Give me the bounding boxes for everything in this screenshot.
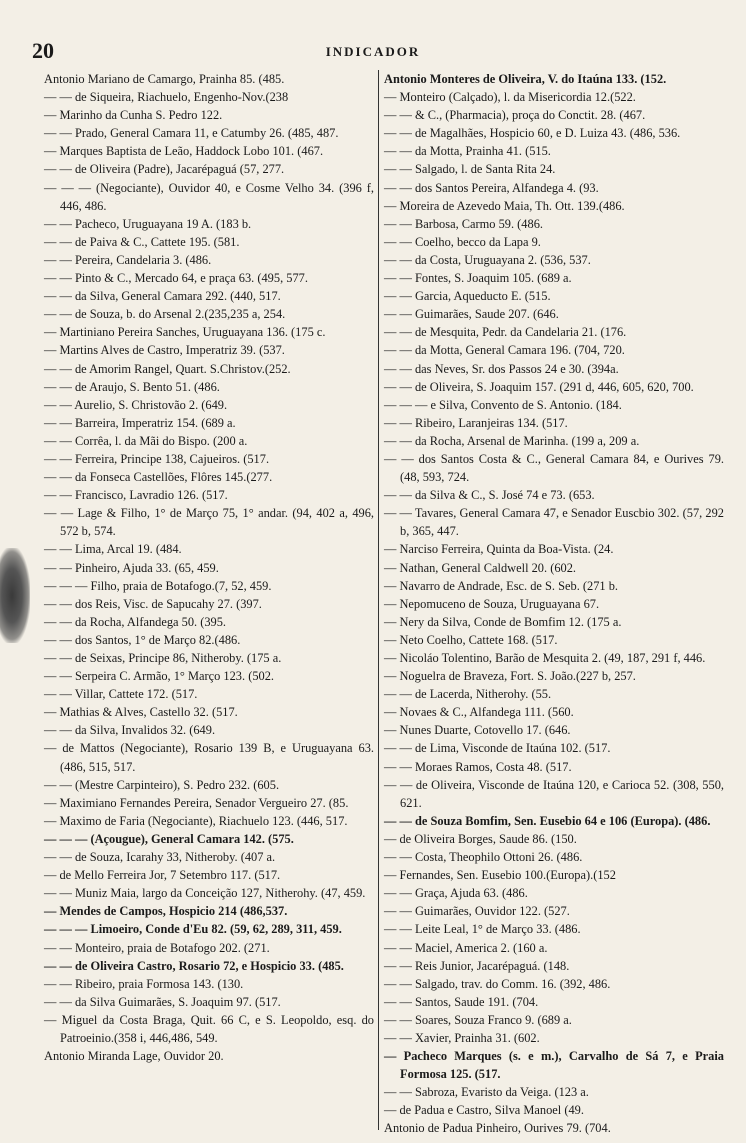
- directory-entry: — — dos Reis, Visc. de Sapucahy 27. (397.: [44, 596, 262, 611]
- directory-entry: — Nery da Silva, Conde de Bomfim 12. (175 a.: [384, 614, 622, 629]
- directory-entry: — Mendes de Campos, Hospicio 214 (486,537.: [44, 904, 288, 919]
- directory-entry: — — Serpeira C. Armão, 1° Março 123. (502.: [44, 669, 275, 684]
- directory-entry: — Mathias & Alves, Castello 32. (517.: [44, 705, 238, 720]
- directory-entry: — — Aurelio, S. Christovão 2. (649.: [44, 397, 228, 412]
- directory-entry: — — de Mesquita, Pedr. da Candelaria 21. (176.: [384, 325, 627, 340]
- directory-entry: — — (Mestre Carpinteiro), S. Pedro 232. (605.: [44, 777, 280, 792]
- directory-entry: — — da Silva, Invalidos 32. (649.: [44, 723, 216, 738]
- directory-entry: — — de Magalhães, Hospicio 60, e D. Luiza 43. (486, 536.: [384, 126, 681, 141]
- directory-entry: — Moreira de Azevedo Maia, Th. Ott. 139.(486.: [384, 198, 625, 213]
- directory-entry: — — da Rocha, Arsenal de Marinha. (199 a, 209 a.: [384, 433, 640, 448]
- directory-entry: — de Oliveira Borges, Saude 86. (150.: [384, 831, 577, 846]
- directory-entry: — — de Siqueira, Riachuelo, Engenho-Nov.(238: [44, 90, 289, 105]
- directory-entry: — — de Souza, b. do Arsenal 2.(235,235 a, 254.: [44, 307, 286, 322]
- directory-entry: — — Salgado, l. de Santa Rita 24.: [384, 162, 556, 177]
- directory-entry: — — Costa, Theophilo Ottoni 26. (486.: [384, 850, 583, 865]
- directory-entry: — — de Araujo, S. Bento 51. (486.: [44, 379, 220, 394]
- directory-entry: — Nunes Duarte, Cotovello 17. (646.: [384, 723, 571, 738]
- directory-entry: — — da Motta, Prainha 41. (515.: [384, 144, 551, 159]
- directory-entry: — — Graça, Ajuda 63. (486.: [384, 886, 528, 901]
- ink-blot: [0, 548, 30, 643]
- directory-entry: — — Pinto & C., Mercado 64, e praça 63. (495, 577.: [44, 271, 308, 286]
- right-column: [384, 70, 724, 1138]
- directory-entry: — — de Paiva & C., Cattete 195. (581.: [44, 234, 240, 249]
- directory-entry: — Narciso Ferreira, Quinta da Boa-Vista. (24.: [384, 542, 614, 557]
- directory-entry: — — — (Açougue), General Camara 142. (575.: [44, 831, 294, 846]
- directory-entry: — — da Costa, Uruguayana 2. (536, 537.: [384, 252, 591, 267]
- page-header: [30, 38, 716, 62]
- directory-entry: — — Ribeiro, praia Formosa 143. (130.: [44, 976, 244, 991]
- directory-entry: — Pacheco Marques (s. e m.), Carvalho de Sá 7, e Praia Formosa 125. (517.: [384, 1049, 724, 1082]
- column-divider: [378, 70, 379, 1130]
- directory-entry: Antonio de Padua Pinheiro, Ourives 79. (704.: [384, 1121, 611, 1136]
- directory-entry: — — Ferreira, Principe 138, Cajueiros. (517.: [44, 451, 270, 466]
- directory-entry: — — Leite Leal, 1° de Março 33. (486.: [384, 922, 581, 937]
- directory-entry: — — Ribeiro, Laranjeiras 134. (517.: [384, 415, 568, 430]
- directory-entry: — — de Souza, Icarahy 33, Nitheroby. (407 a.: [44, 850, 276, 865]
- directory-entry: — Maximo de Faria (Negociante), Riachuelo 123. (446, 517.: [44, 813, 348, 828]
- directory-entry: — — Barbosa, Carmo 59. (486.: [384, 216, 543, 231]
- left-column: [44, 70, 374, 1065]
- directory-entry: — — de Lacerda, Nitherohy. (55.: [384, 687, 552, 702]
- directory-entry: Antonio Miranda Lage, Ouvidor 20.: [44, 1049, 224, 1064]
- directory-entry: — — — (Negociante), Ouvidor 40, e Cosme Velho 34. (396 f, 446, 486.: [44, 180, 374, 213]
- directory-entry: — de Mello Ferreira Jor, 7 Setembro 117. (517.: [44, 868, 281, 883]
- directory-entry: — Maximiano Fernandes Pereira, Senador Vergueiro 27. (85.: [44, 795, 349, 810]
- directory-entry: — Marinho da Cunha S. Pedro 122.: [44, 108, 223, 123]
- directory-entry: — — Coelho, becco da Lapa 9.: [384, 234, 541, 249]
- directory-entry: — Novaes & C., Alfandega 111. (560.: [384, 705, 574, 720]
- directory-entry: — — de Lima, Visconde de Itaúna 102. (517.: [384, 741, 611, 756]
- directory-entry: — — Soares, Souza Franco 9. (689 a.: [384, 1012, 572, 1027]
- directory-entry: — Martiniano Pereira Sanches, Uruguayana 136. (175 c.: [44, 325, 326, 340]
- directory-entry: — Miguel da Costa Braga, Quit. 66 C, e S. Leopoldo, esq. do Patroeinio.(358 i, 446,486, 549.: [44, 1012, 374, 1045]
- directory-entry: — Nepomuceno de Souza, Uruguayana 67.: [384, 596, 600, 611]
- directory-entry: — — da Fonseca Castellões, Flôres 145.(277.: [44, 470, 273, 485]
- running-title: INDICADOR: [325, 44, 421, 59]
- directory-entry: — — Reis Junior, Jacarépaguá. (148.: [384, 958, 570, 973]
- directory-entry: — — Barreira, Imperatriz 154. (689 a.: [44, 415, 236, 430]
- directory-entry: Antonio Monteres de Oliveira, V. do Itaúna 133. (152.: [384, 72, 667, 86]
- directory-entry: — Nathan, General Caldwell 20. (602.: [384, 560, 577, 575]
- directory-entry: — — Monteiro, praia de Botafogo 202. (271.: [44, 940, 270, 955]
- directory-entry: Antonio Mariano de Camargo, Prainha 85. (485.: [44, 72, 285, 86]
- directory-entry: — — Tavares, General Camara 47, e Senador Euscbio 302. (57, 292 b, 365, 447.: [384, 506, 724, 539]
- directory-entry: — — de Oliveira, Visconde de Itaúna 120, e Carioca 52. (308, 550, 621.: [384, 777, 724, 810]
- directory-entry: — Marques Baptista de Leão, Haddock Lobo 101. (467.: [44, 144, 324, 159]
- directory-entry: — — da Rocha, Alfandega 50. (395.: [44, 614, 227, 629]
- directory-entry: — — Prado, General Camara 11, e Catumby 26. (485, 487.: [44, 126, 339, 141]
- directory-entry: — — da Silva Guimarães, S. Joaquim 97. (517.: [44, 994, 281, 1009]
- directory-entry: — Noguelra de Braveza, Fort. S. João.(227 b, 257.: [384, 669, 636, 684]
- directory-entry: — Monteiro (Calçado), l. da Misericordia 12.(522.: [384, 90, 636, 105]
- directory-entry: — de Padua e Castro, Silva Manoel (49.: [384, 1103, 584, 1118]
- directory-entry: — — de Seixas, Principe 86, Nitheroby. (175 a.: [44, 651, 282, 665]
- directory-entry: — Martins Alves de Castro, Imperatriz 39. (537.: [44, 343, 285, 358]
- directory-entry: — — Garcia, Aqueducto E. (515.: [384, 289, 551, 304]
- directory-entry: — — Xavier, Prainha 31. (602.: [384, 1030, 540, 1045]
- directory-entry: — — de Oliveira (Padre), Jacarépaguá (57, 277.: [44, 162, 285, 177]
- directory-entry: — — Muniz Maia, largo da Conceição 127, Nitherohy. (47, 459.: [44, 886, 366, 901]
- directory-entry: — — Villar, Cattete 172. (517.: [44, 687, 198, 702]
- directory-entry: — — Maciel, America 2. (160 a.: [384, 940, 548, 955]
- directory-entry: — — — e Silva, Convento de S. Antonio. (184.: [384, 397, 622, 412]
- directory-entry: — — Sabroza, Evaristo da Veiga. (123 a.: [384, 1085, 589, 1100]
- directory-entry: — — Fontes, S. Joaquim 105. (689 a.: [384, 271, 572, 286]
- directory-entry: — — Salgado, trav. do Comm. 16. (392, 486.: [384, 976, 611, 991]
- directory-entry: — Neto Coelho, Cattete 168. (517.: [384, 632, 558, 647]
- directory-entry: — — Lage & Filho, 1° de Março 75, 1° andar. (94, 402 a, 496, 572 b, 574.: [44, 506, 374, 539]
- directory-entry: — — Pereira, Candelaria 3. (486.: [44, 252, 212, 267]
- directory-entry: — Fernandes, Sen. Eusebio 100.(Europa).(152: [384, 868, 616, 883]
- directory-entry: — — — Limoeiro, Conde d'Eu 82. (59, 62, 289, 311, 459.: [44, 922, 342, 937]
- directory-entry: — — Francisco, Lavradio 126. (517.: [44, 488, 228, 503]
- directory-entry: — — da Motta, General Camara 196. (704, 720.: [384, 343, 625, 358]
- directory-entry: — — Pinheiro, Ajuda 33. (65, 459.: [44, 560, 219, 575]
- directory-entry: — Nicoláo Tolentino, Barão de Mesquita 2. (49, 187, 291 f, 446.: [384, 651, 706, 665]
- directory-entry: — — dos Santos Pereira, Alfandega 4. (93.: [384, 180, 599, 195]
- directory-entry: — — de Amorim Rangel, Quart. S.Christov.(252.: [44, 361, 291, 376]
- page-number: 20: [32, 38, 54, 63]
- directory-entry: — de Mattos (Negociante), Rosario 139 B, e Uruguayana 63. (486, 515, 517.: [44, 741, 374, 774]
- directory-entry: — — de Souza Bomfim, Sen. Eusebio 64 e 106 (Europa). (486.: [384, 813, 711, 828]
- directory-entry: — — Lima, Arcal 19. (484.: [44, 542, 182, 557]
- directory-entry: — — — Filho, praia de Botafogo.(7, 52, 459.: [44, 578, 272, 593]
- directory-entry: — — de Oliveira Castro, Rosario 72, e Hospicio 33. (485.: [44, 958, 344, 973]
- directory-entry: — Navarro de Andrade, Esc. de S. Seb. (271 b.: [384, 578, 618, 593]
- directory-entry: — — dos Santos Costa & C., General Camara 84, e Ourives 79. (48, 593, 724.: [384, 451, 724, 485]
- directory-entry: — — dos Santos, 1° de Março 82.(486.: [44, 632, 241, 647]
- directory-entry: — — de Oliveira, S. Joaquim 157. (291 d, 446, 605, 620, 700.: [384, 379, 694, 394]
- directory-entry: — — & C., (Pharmacia), proça do Conctit. 28. (467.: [384, 108, 646, 123]
- directory-entry: — — Moraes Ramos, Costa 48. (517.: [384, 759, 572, 774]
- directory-entry: — — Pacheco, Uruguayana 19 A. (183 b.: [44, 216, 252, 231]
- directory-entry: — — Guimarães, Saude 207. (646.: [384, 307, 559, 322]
- directory-entry: — — Corrêa, l. da Mãi do Bispo. (200 a.: [44, 433, 248, 448]
- directory-entry: — — da Silva, General Camara 292. (440, 517.: [44, 289, 281, 304]
- directory-entry: — — Guimarães, Ouvidor 122. (527.: [384, 904, 570, 919]
- directory-entry: — — da Silva & C., S. José 74 e 73. (653.: [384, 488, 595, 503]
- directory-entry: — — das Neves, Sr. dos Passos 24 e 30. (394a.: [384, 361, 619, 376]
- directory-entry: — — Santos, Saude 191. (704.: [384, 994, 539, 1009]
